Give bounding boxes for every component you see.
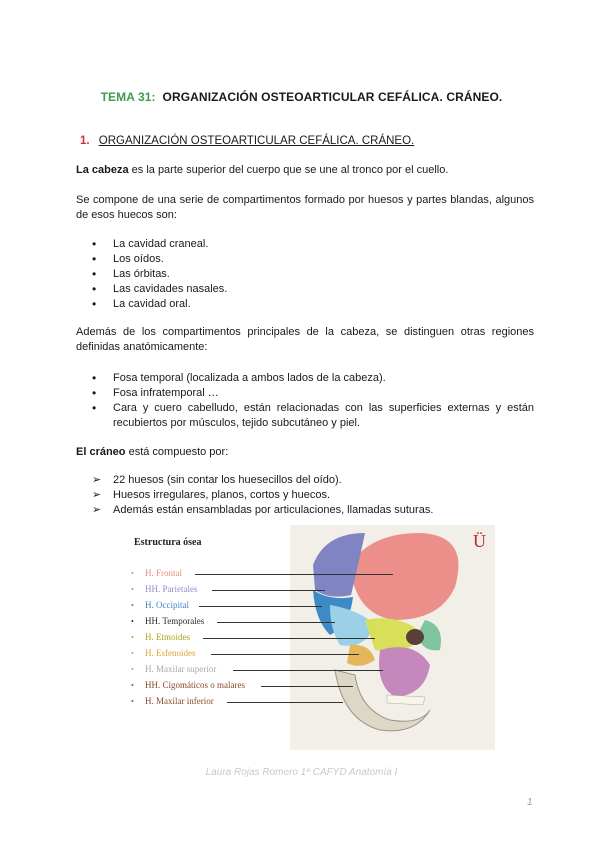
paragraph-regions: Además de los compartimentos principales de la cabeza, se distinguen otras regiones definidas anatómicamente: [76,326,534,353]
paragraph-skull [76,445,534,460]
legend-item-parietales: • HH. Parietales [131,584,198,594]
list-item: • Las órbitas. [92,267,534,282]
list-item: ➢ Además están ensambladas por articulaciones, llamadas suturas. [92,503,534,518]
paragraph-skull-bold: El cráneo [76,446,126,458]
page-number: 1 [527,797,533,808]
leader-line-cigomaticos [261,686,353,687]
legend-item-maxilar-inferior: • H. Maxilar inferior [131,696,214,706]
university-logo: Ü [473,531,486,551]
page-title [0,90,603,104]
list-item: • La cavidad oral. [92,297,534,312]
leader-line-temporales [217,622,335,623]
skull-list [92,473,534,518]
list-item: • Las cavidades nasales. [92,282,534,297]
list-item: • Fosa temporal (localizada a ambos lados de la cabeza). [92,371,534,386]
eye-socket [406,629,424,645]
section-number: 1. [80,135,90,147]
legend-item-etmoides: • H. Etmoides [131,632,190,642]
list-item: ➢ Huesos irregulares, planos, cortos y huecos. [92,488,534,503]
footer-author: Laura Rojas Romero 1º CAFYD Anatomía I [205,767,398,778]
leader-line-esfenoides [211,654,359,655]
figure-title: Estructura ósea [134,537,202,548]
leader-line-etmoides [203,638,375,639]
list-item: • Los oídos. [92,252,534,267]
legend-item-esfenoides: • H. Esfenoides [131,648,196,658]
leader-line-frontal [195,574,393,575]
legend-item-temporales: • HH. Temporales [131,616,205,626]
list-item: • La cavidad craneal. [92,237,534,252]
regions-list [92,371,534,431]
section-text: ORGANIZACIÓN OSTEOARTICULAR CEFÁLICA. CRÁNEO. [98,135,415,147]
paragraph-head-rest: es la parte superior del cuerpo que se une al tronco por el cuello. [128,164,449,176]
paragraph-head-bold: La cabeza [76,164,129,176]
list-item: • Cara y cuero cabelludo, están relacionadas con las superficies externas y están recubiertos por músculos, tejido subcutáneo y piel. [92,401,534,431]
title-text: ORGANIZACIÓN OSTEOARTICULAR CEFÁLICA. CRÁNEO. [162,90,503,104]
list-item: • Fosa infratemporal … [92,386,534,401]
list-item: ➢ 22 huesos (sin contar los huesecillos del oído). [92,473,534,488]
legend-item-frontal: • H. Frontal [131,568,182,578]
section-heading [80,135,414,147]
paragraph-skull-rest: está compuesto por: [125,446,229,458]
legend-item-cigomaticos: • HH. Cigomáticos o malares [131,680,245,690]
title-number: TEMA 31: [100,90,156,104]
leader-line-occipital [199,606,322,607]
legend-item-maxilar-superior: • H. Maxilar superior [131,664,217,674]
paragraph-compartments: Se compone de una serie de compartimentos formado por huesos y partes blandas, algunos de esos huecos son: [76,194,534,221]
cavities-list [92,237,534,312]
leader-line-maxilar-superior [233,670,383,671]
skull-figure [125,525,495,750]
leader-line-parietales [212,590,325,591]
legend-item-occipital: • H. Occipital [131,600,189,610]
leader-line-maxilar-inferior [227,702,343,703]
teeth [387,695,425,705]
paragraph-head [76,163,534,178]
